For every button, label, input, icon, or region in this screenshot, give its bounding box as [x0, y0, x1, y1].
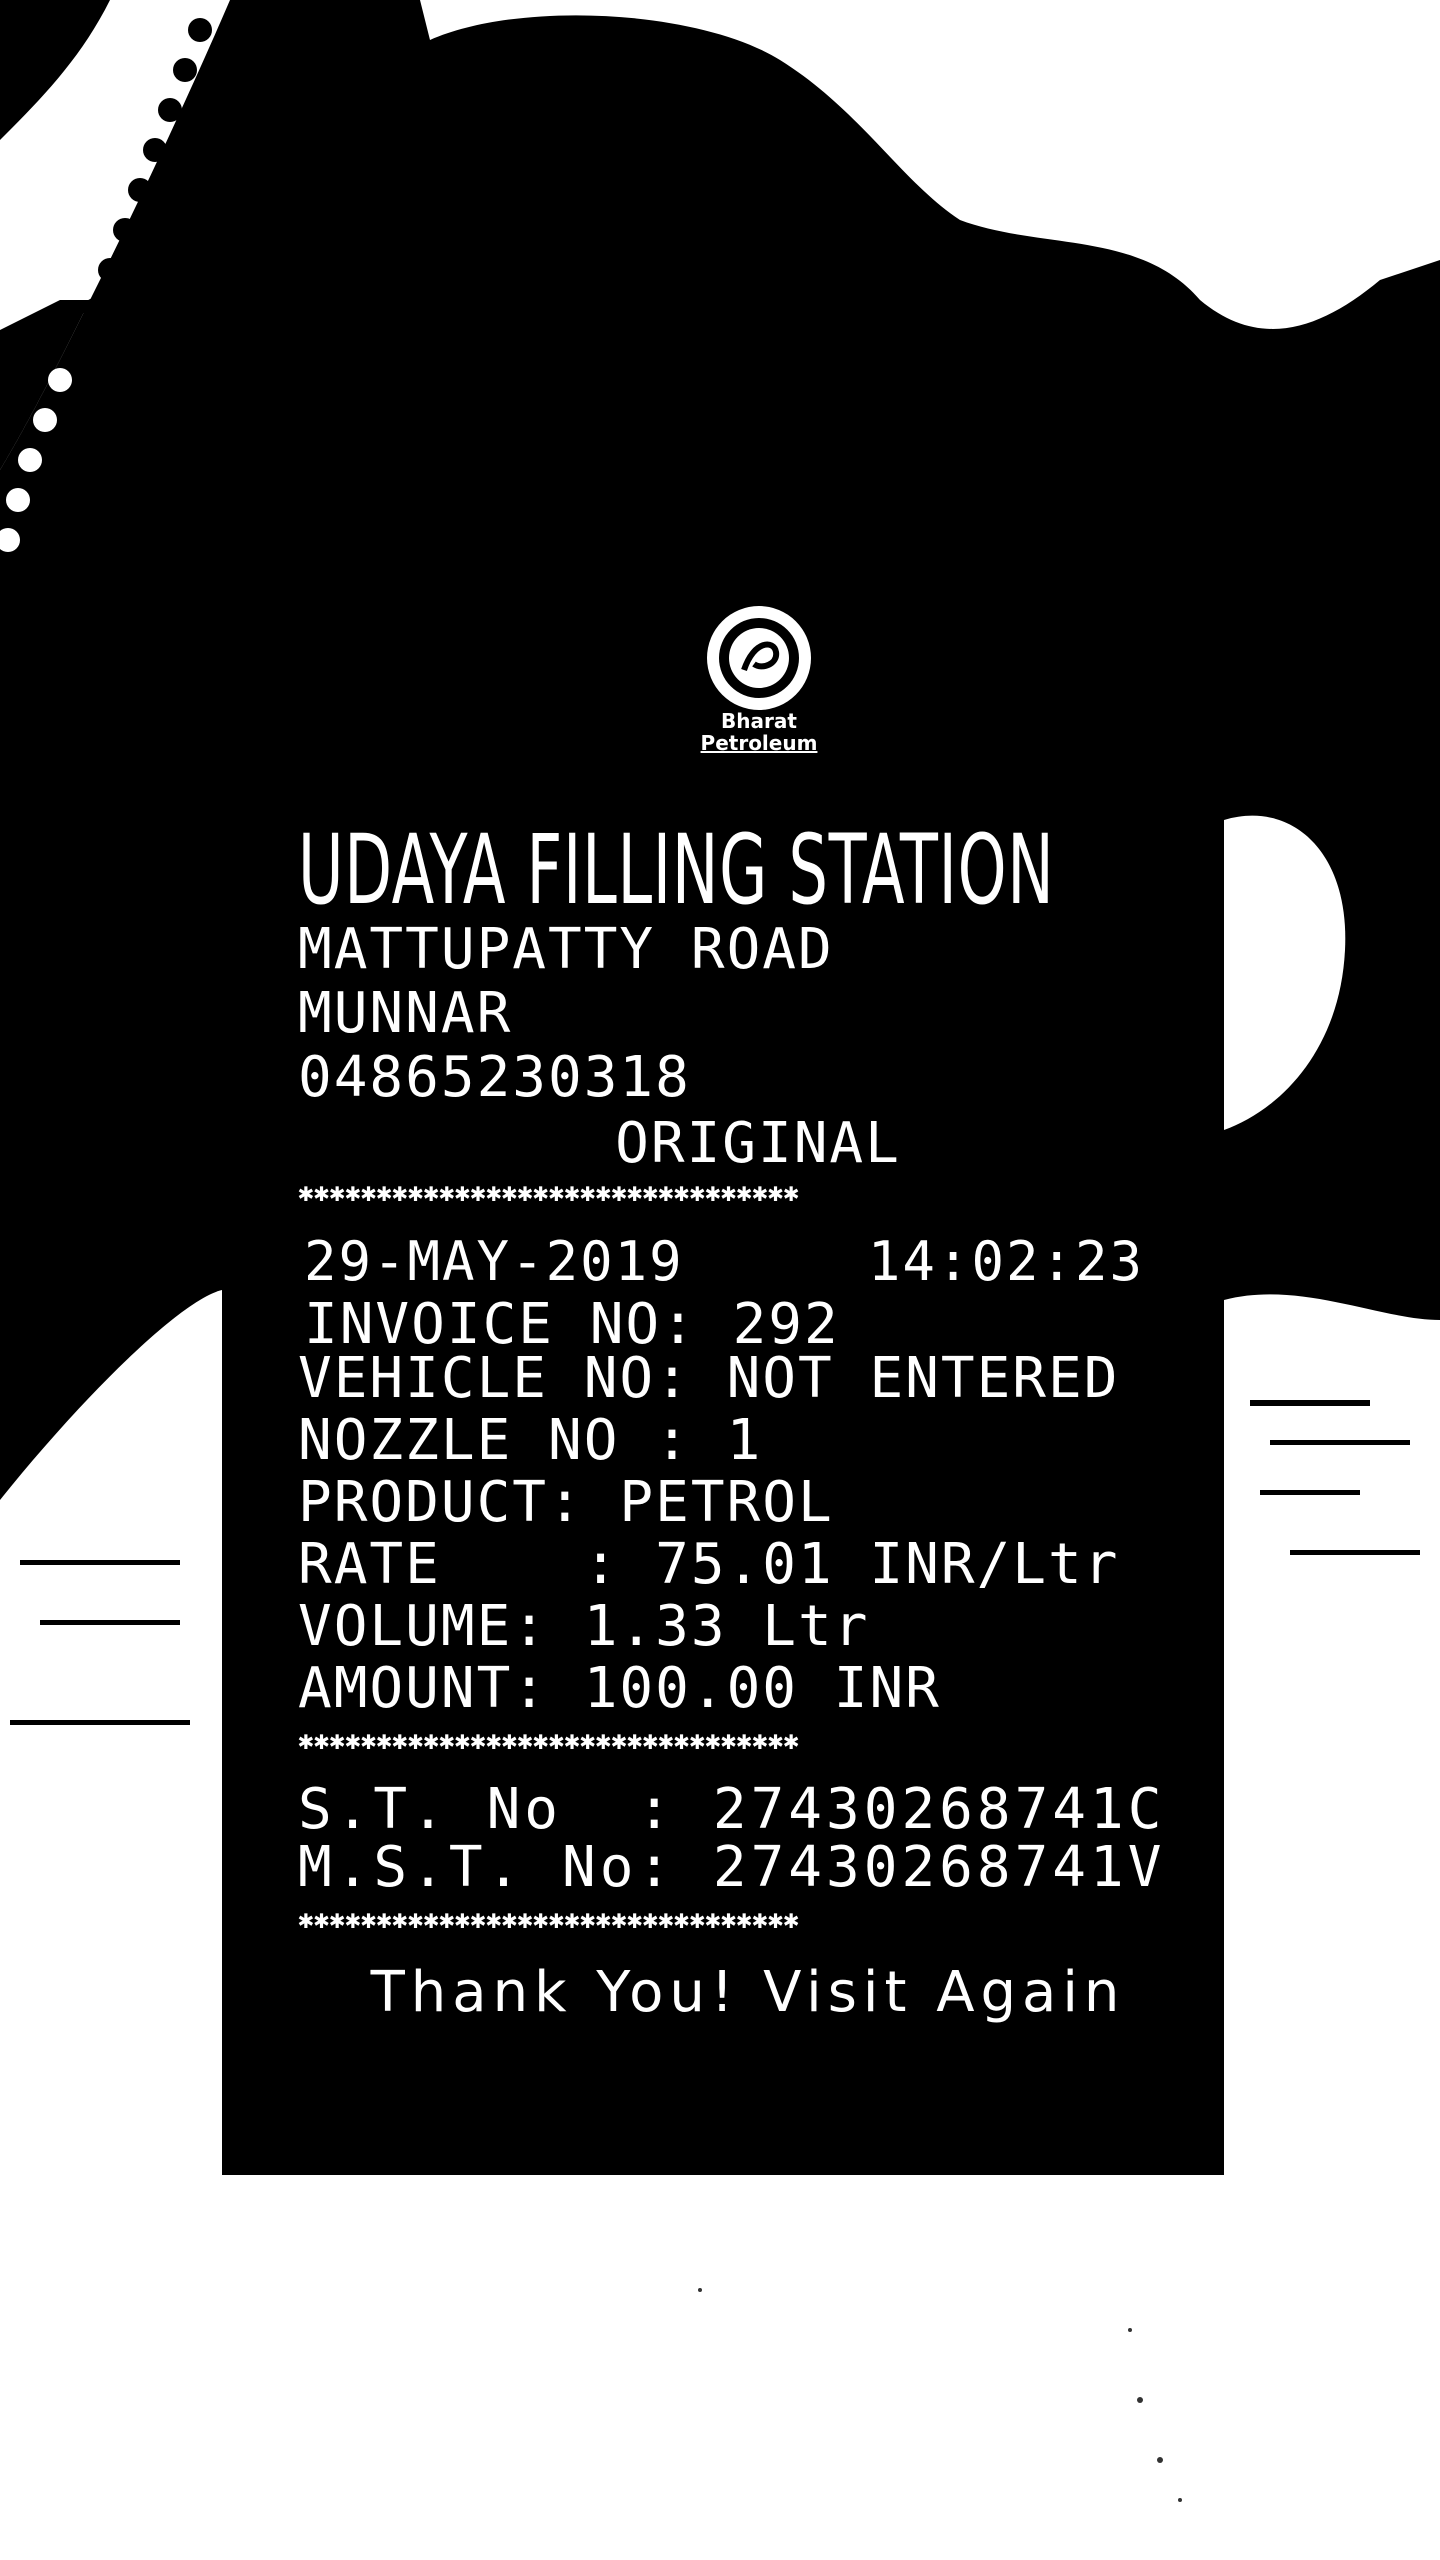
date-time-row: [304, 1232, 1144, 1292]
bharat-petroleum-logo: [684, 600, 834, 770]
mst-number: M.S.T. No: 27430268741V: [298, 1835, 1166, 1900]
rate: RATE : 75.01 INR/Ltr: [298, 1532, 1120, 1597]
station-name: UDAYA FILLING STATION: [298, 814, 1055, 926]
time: 14:02:23: [867, 1230, 1144, 1293]
address-line1: MATTUPATTY ROAD: [298, 917, 834, 982]
nozzle-number: NOZZLE NO : 1: [298, 1408, 763, 1473]
amount: AMOUNT: 100.00 INR: [298, 1656, 941, 1721]
date: 29-MAY-2019: [304, 1230, 684, 1293]
vehicle-number: VEHICLE NO: NOT ENTERED: [298, 1346, 1120, 1411]
divider: ✱✱✱✱✱✱✱✱✱✱✱✱✱✱✱✱✱✱✱✱✱✱✱✱✱✱✱✱✱✱✱✱: [298, 1184, 799, 1202]
st-number: S.T. No : 27430268741C: [298, 1777, 1166, 1842]
thank-you-message: Thank You! Visit Again: [370, 1960, 1126, 2025]
invoice-number: INVOICE NO: 292: [304, 1292, 840, 1357]
product: PRODUCT: PETROL: [298, 1470, 834, 1535]
logo-line1: Bharat: [721, 709, 797, 733]
volume: VOLUME: 1.33 Ltr: [298, 1594, 870, 1659]
bharat-petroleum-emblem-icon: [684, 600, 834, 710]
receipt: [222, 380, 1224, 2175]
address-line2: MUNNAR: [298, 981, 513, 1046]
phone-number: 04865230318: [298, 1045, 691, 1110]
copy-type: ORIGINAL: [615, 1111, 901, 1176]
logo-line2: Petroleum: [700, 731, 818, 755]
divider: ✱✱✱✱✱✱✱✱✱✱✱✱✱✱✱✱✱✱✱✱✱✱✱✱✱✱✱✱✱✱✱✱: [298, 1911, 799, 1929]
divider: ✱✱✱✱✱✱✱✱✱✱✱✱✱✱✱✱✱✱✱✱✱✱✱✱✱✱✱✱✱✱✱✱: [298, 1732, 799, 1750]
